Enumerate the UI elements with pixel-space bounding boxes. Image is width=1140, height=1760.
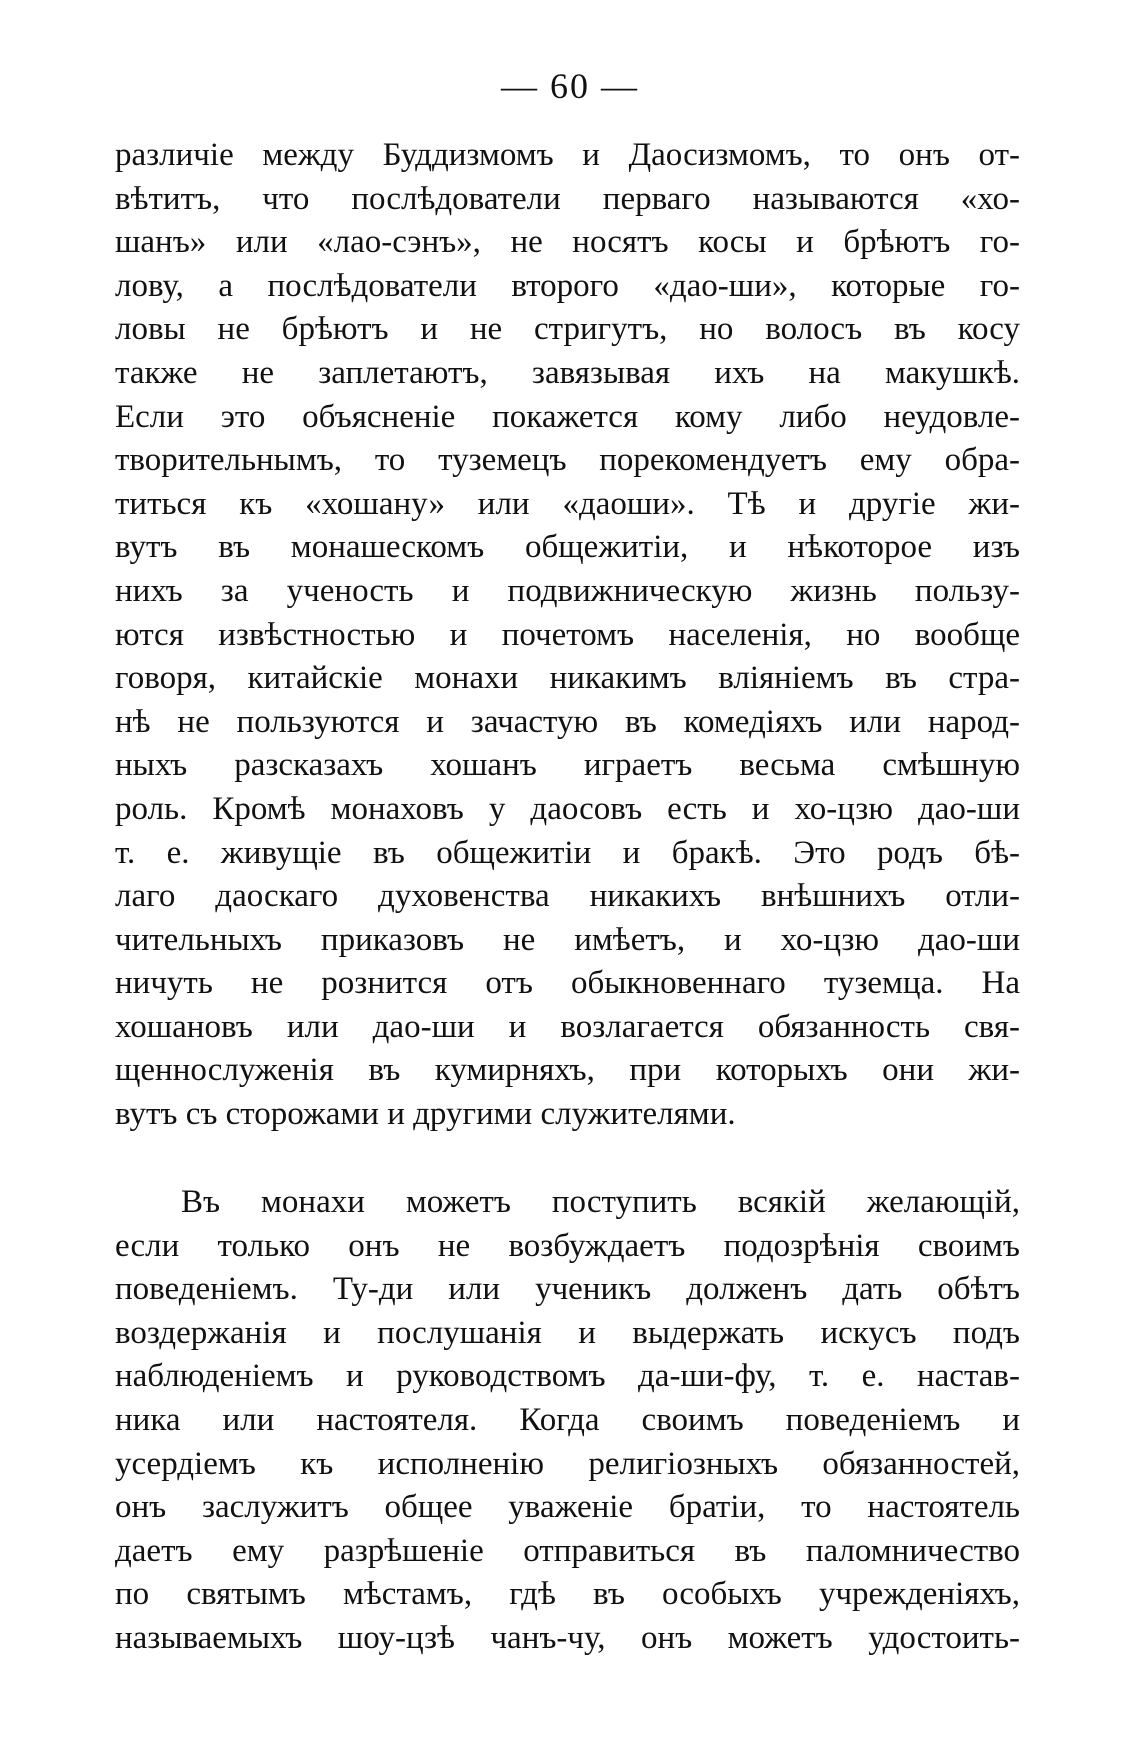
text-line: наблюденіемъ и руководствомъ да-ши-фу, т. е. настав- — [115, 1358, 1020, 1395]
text-line: творительнымъ, то туземецъ порекомендуетъ ему обра- — [115, 442, 1020, 479]
text-line: если только онъ не возбуждаетъ подозрѣнія своимъ — [115, 1227, 1020, 1264]
text-line: ются извѣстностью и почетомъ населенія, но вообще — [115, 616, 1020, 653]
text-line: Если это объясненіе покажется кому либо неудовле- — [115, 398, 1020, 435]
text-line: ничуть не рознится отъ обыкновеннаго туземца. На — [115, 965, 1020, 1002]
text-line: т. е. живущіе въ общежитіи и бракѣ. Это родъ бѣ- — [115, 834, 1020, 871]
text-line: лову, а послѣдователи второго «дао-ши», которые го- — [115, 267, 1020, 304]
text-line: Въ монахи можетъ поступить всякій желающій, — [181, 1184, 1020, 1220]
text-line: нихъ за ученость и подвижническую жизнь пользу- — [115, 572, 1020, 609]
text-line: называемыхъ шоу-цзѣ чанъ-чу, онъ можетъ удостоить- — [115, 1619, 1020, 1656]
text-line: нѣ не пользуются и зачастую въ комедіяхъ или народ- — [115, 703, 1020, 740]
text-line: по святымъ мѣстамъ, гдѣ въ особыхъ учрежденіяхъ, — [115, 1576, 1020, 1613]
text-line: роль. Кромѣ монаховъ у даосовъ есть и хо-цзю дао-ши — [115, 790, 1020, 827]
text-line: воздержанія и послушанія и выдержать искусъ подъ — [115, 1314, 1020, 1351]
text-line: онъ заслужитъ общее уваженіе братіи, то настоятель — [115, 1489, 1020, 1526]
text-line: щеннослуженія въ кумирняхъ, при которыхъ они жи- — [115, 1052, 1020, 1089]
text-line: даетъ ему разрѣшеніе отправиться въ паломничество — [115, 1532, 1020, 1569]
paragraph-2 — [115, 1181, 1020, 1661]
text-line: ныхъ разсказахъ хошанъ играетъ весьма смѣшную — [115, 747, 1020, 784]
text-line: вутъ въ монашескомъ общежитіи, и нѣкоторое изъ — [115, 529, 1020, 566]
paragraph-1 — [115, 134, 1020, 1137]
text-line: вутъ съ сторожами и другими служителями. — [115, 1096, 736, 1133]
text-line: лаго даоскаго духовенства никакихъ внѣшнихъ отли- — [115, 878, 1020, 915]
text-line: вѣтитъ, что послѣдователи перваго называются «хо- — [115, 180, 1020, 217]
text-line: ловы не брѣютъ и не стригутъ, но волосъ въ косу — [115, 311, 1020, 348]
text-line: поведеніемъ. Ту-ди или ученикъ долженъ дать обѣтъ — [115, 1271, 1020, 1308]
text-line: ника или настоятеля. Когда своимъ поведеніемъ и — [115, 1401, 1020, 1438]
text-line: говоря, китайскіе монахи никакимъ вліяніемъ въ стра- — [115, 660, 1020, 697]
text-line: чительныхъ приказовъ не имѣетъ, и хо-цзю дао-ши — [115, 921, 1020, 958]
text-line: различіе между Буддизмомъ и Даосизмомъ, то онъ от- — [115, 137, 1020, 173]
page-number: — 60 — — [501, 66, 639, 106]
text-line: шанъ» или «лао-сэнъ», не носятъ косы и брѣютъ го- — [115, 224, 1020, 261]
text-line: усердіемъ къ исполненію религіозныхъ обязанностей, — [115, 1445, 1020, 1482]
text-line: также не заплетаютъ, завязывая ихъ на макушкѣ. — [115, 354, 1020, 391]
text-line: хошановъ или дао-ши и возлагается обязанность свя- — [115, 1008, 1020, 1045]
text-line: титься къ «хошану» или «даоши». Тѣ и другіе жи- — [115, 485, 1020, 522]
